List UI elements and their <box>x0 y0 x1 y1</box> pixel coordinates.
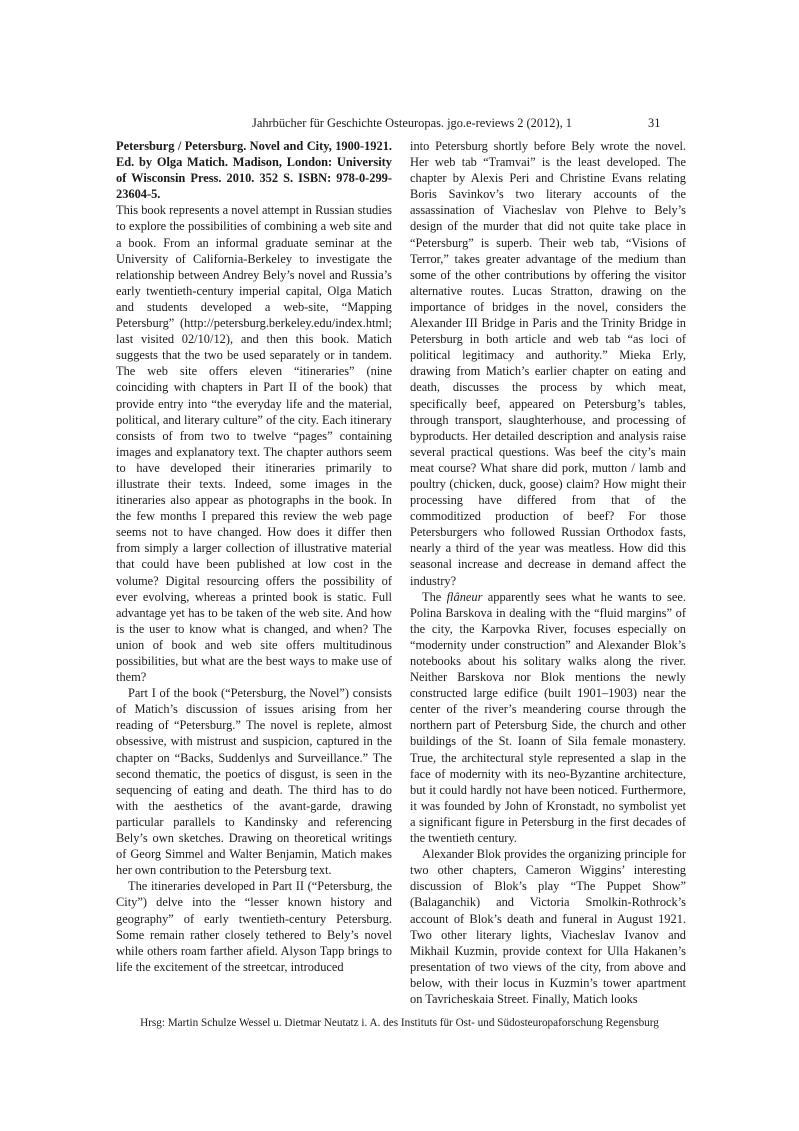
right-paragraph-2-rest: apparently sees what he wants to see. Polina Barskova in dealing with the “fluid margins” of the city, the Karpovka River, focuses especially on “modernity under construction” and Alexander Blok’s notebooks about his solitary walks along the river. Neither Barskova nor Blok mentions the newly constructed large edifice (built 1901–1903) near the center of the river’s meandering course through the northern part of Petersburg Side, the church and other buildings of the St. Ioann of Sila female monastery. True, the architectural style represented a slap in the face of modernity with its neo-Byzantine architecture, but it could hardly not have been noticed. Furthermore, it was founded by John of Kronstadt, no symbolist yet a significant figure in Petersburg in the first decades of the twentieth century. <box>410 589 686 846</box>
page-number: 31 <box>648 116 661 130</box>
right-column <box>410 138 686 1007</box>
right-paragraph-1: into Petersburg shortly before Bely wrote the novel. Her web tab “Tramvai” is the least developed. The chapter by Alexis Peri and Christine Evans relating Boris Savinkov’s two literary accounts of the assassination of Viacheslav von Plehve to Bely’s design of the murder that did not quite take place in “Petersburg” is superb. Their web tab, “Visions of Terror,” takes greater advantage of the medium than some of the other contributions by offering the visitor alternative routes. Lucas Stratton, drawing on the importance of bridges in the novel, considers the Alexander III Bridge in Paris and the Trinity Bridge in Petersburg in both article and web tab “as loci of political legitimacy and authority.” Mieka Erly, drawing from Matich’s earlier chapter on eating and death, discusses the process by which meat, specifically beef, appeared on Petersburg’s tables, through transport, slaughterhouse, and processing of byproducts. Her detailed description and analysis raise several practical questions. Was beef the city’s main meat course? What share did pork, mutton / lamb and poultry (chicken, duck, goose) claim? How might their processing have differed from that of the commoditized production of beef? For those Petersburgers who followed Russian Orthodox fasts, nearly a third of the year was meatless. How did this seasonal increase and decrease in demand affect the industry? <box>410 139 686 588</box>
right-paragraph-2-start: The <box>422 589 447 604</box>
review-heading: Petersburg / Petersburg. Novel and City, 1900-1921. Ed. by Olga Matich. Madison, London: University of Wisconsin Press. 2010. 352 S. ISBN: 978-0-299-23604-5. <box>116 139 392 202</box>
flaneur-term: flâneur <box>446 589 483 604</box>
left-column <box>116 138 392 975</box>
running-head: Jahrbücher für Geschichte Osteuropas. jgo.e-reviews 2 (2012), 1 <box>252 116 572 130</box>
right-paragraph-2 <box>410 589 686 847</box>
left-paragraph-1: This book represents a novel attempt in Russian studies to explore the possibilities of combining a web site and a book. From an informal graduate seminar at the University of California-Berkeley to investigate the relationship between Andrey Bely’s novel and Russia’s early twentieth-century imperial capital, Olga Matich and students developed a web-site, “Mapping Petersburg” (http://petersburg.berkeley.edu/index.html; last visited 02/10/12), and then this book. Matich suggests that the two be used separately or in tandem. The web site offers eleven “itineraries” (nine coinciding with chapters in Part II of the book) that provide entry into “the everyday life and the material, political, and literary culture” of the city. Each itinerary consists of from two to twelve “pages” containing images and explanatory text. The chapter authors seem to have developed their itineraries primarily to illustrate their texts. Indeed, some images in the itineraries also appear as photographs in the book. In the few months I prepared this review the web page seems not to have changed. How does it differ then from simply a larger collection of illustrative material that could have been published at low cost in the volume? Digital resourcing offers the possibility of ever evolving, whereas a printed book is static. Full advantage yet has to be taken of the web site. And how is the user to know what is changed, and when? The union of book and web site offers multitudinous possibilities, but what are the best ways to make use of them? <box>116 203 392 685</box>
right-paragraph-3: Alexander Blok provides the organizing principle for two other chapters, Cameron Wiggins’ interesting discussion of Blok’s play “The Puppet Show” (Balaganchik) and Victoria Smolkin-Rothrock’s account of Blok’s death and funeral in August 1921. Two other literary lights, Viacheslav Ivanov and Mikhail Kuzmin, provide context for Ulla Hakanen’s presentation of two views of the city, from above and below, with their locus in Kuzmin’s tower apartment on Tavricheskaia Street. Finally, Matich looks <box>410 847 686 1006</box>
left-paragraph-3: The itineraries developed in Part II (“Petersburg, the City”) delve into the “lesser known history and geography” of early twentieth-century Petersburg. Some remain rather closely tethered to Bely’s novel while others roam farther afield. Alyson Tapp brings to life the excitement of the streetcar, introduced <box>116 879 392 974</box>
footer: Hrsg: Martin Schulze Wessel u. Dietmar Neutatz i. A. des Instituts für Ost- und Südosteuropaforschung Regensburg <box>140 1017 659 1029</box>
left-paragraph-2: Part I of the book (“Petersburg, the Novel”) consists of Matich’s discussion of issues arising from her reading of “Petersburg.” The novel is replete, almost obsessive, with mistrust and suspicion, captured in the chapter on “Backs, Suddenlys and Surveillance.” The second thematic, the poetics of disgust, is seen in the sequencing of eating and death. The third has to do with the aesthetics of the avant-garde, drawing particular parallels to Kandinsky and referencing Bely’s own sketches. Drawing on theoretical writings of Georg Simmel and Walter Benjamin, Matich makes her own contribution to the Petersburg text. <box>116 686 392 878</box>
